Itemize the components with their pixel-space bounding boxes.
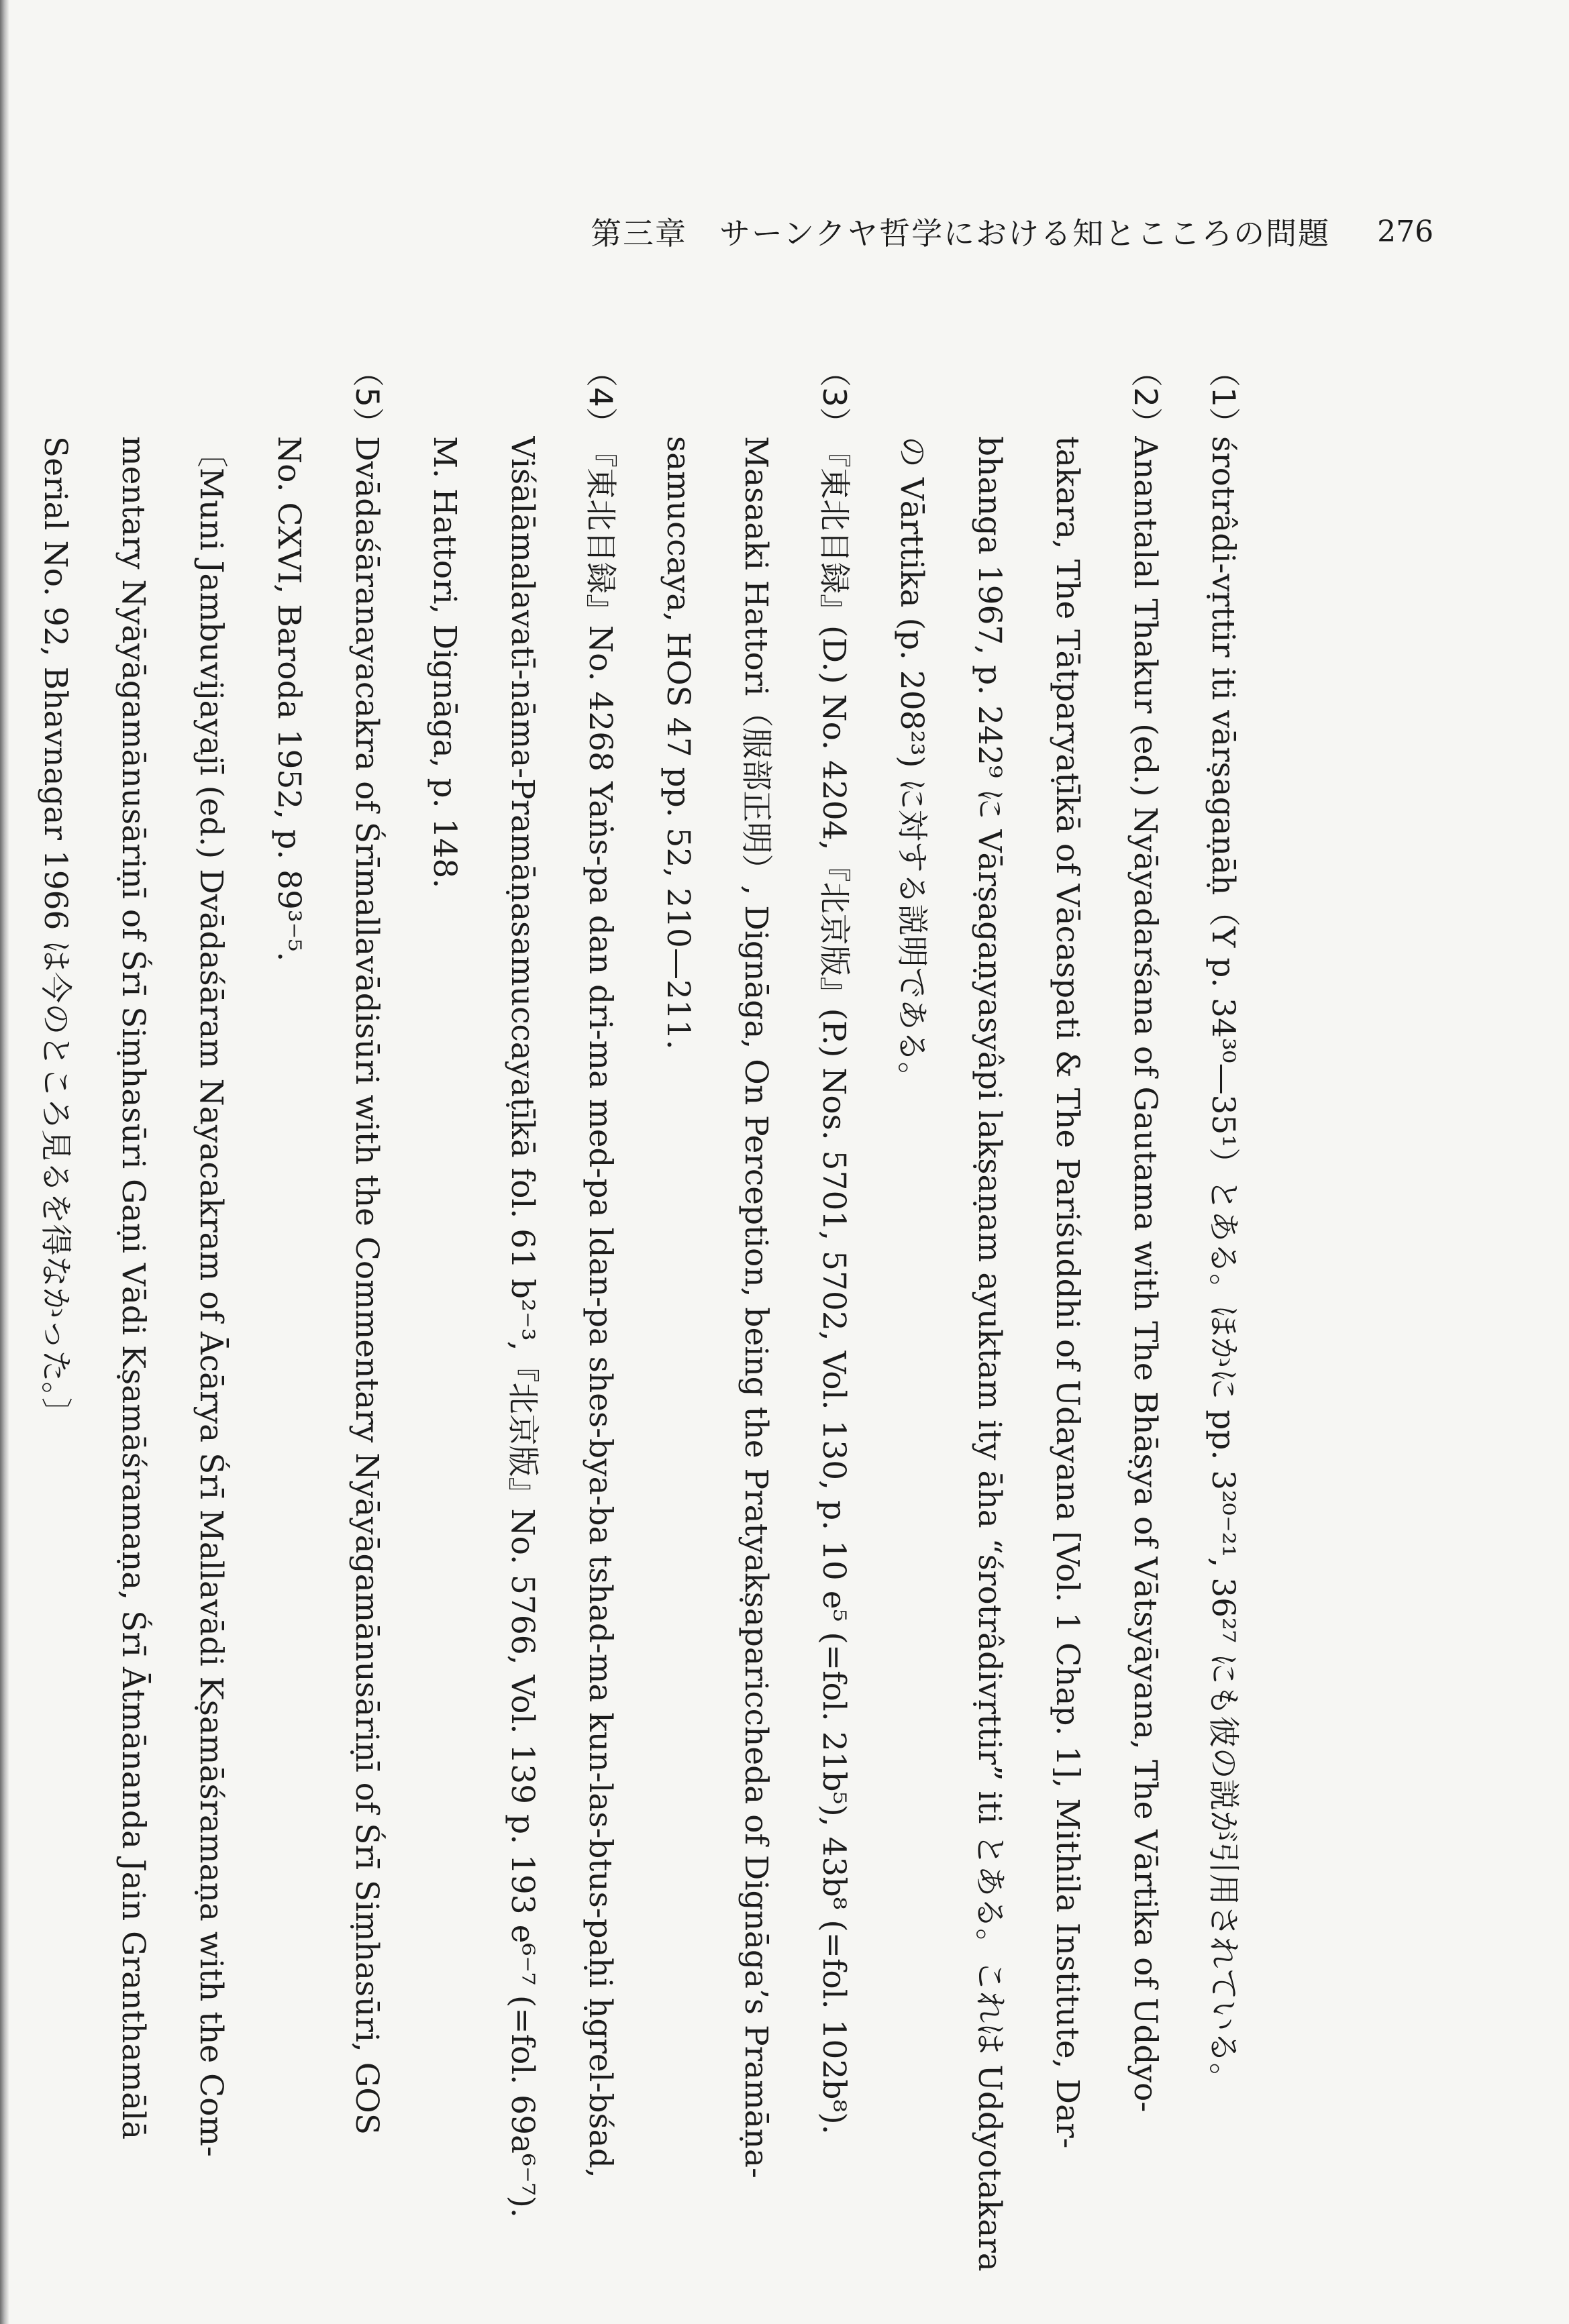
footnote-marker: （4）: [582, 356, 619, 439]
footnote-line: samuccaya, HOS 47 pp. 52, 210—211.: [660, 436, 697, 1050]
footnote-line: Dvādaśāranayacakra of Śrīmallavādisūri with the Commentary Nyāyāgamānusāriṇī of Śrī Siṃhasūri, GOS: [348, 436, 385, 2135]
footnote-body: [0, 436, 405, 2301]
footnote-line: bhanga 1967, p. 242⁹ に Vārṣagaṇyasyâpi lakṣaṇam ayuktam ity āha “śrotrâdivṛttir” iti とある。これは Uddyotakara: [971, 436, 1008, 2272]
footnote-line: mentary Nyāyāgamānusāriṇī of Śrī Siṃhasūri Gaṇi Vādi Kṣamāśramaṇa, Śrī Ātmānanda Jain Granthamālā: [115, 436, 152, 2140]
running-title: 第三章 サーンクヤ哲学における知とこころの問題: [591, 215, 1331, 252]
footnote-line: Masaaki Hattori（服部正明）, Dignāga, On Perception, being the Pratyakṣapariccheda of Dignāga’s Pramāṇa-: [738, 436, 774, 2178]
footnote: [0, 356, 405, 2301]
footnote-body: [639, 436, 872, 2301]
footnote-line: śrotrâdi-vṛttir iti vārṣagaṇāḥ（Y p. 34³⁰—35¹）とある。ほかに pp. 3²⁰⁻²¹, 36²⁷ にも彼の説が引用されている。: [1205, 436, 1242, 2095]
footnote-line: 〔Muni Jambuvijayajī (ed.) Dvādaśāram Nayacakram of Ācārya Śrī Mallavādi Kṣamāśramaṇa with the Com-: [193, 436, 230, 2157]
footnote-line: No. CXVI, Baroda 1952, p. 89³⁻⁵.: [270, 436, 307, 962]
footnote-line: Serial No. 92, Bhavnagar 1966 は今のところ見るを得なかった。〕: [37, 436, 74, 1429]
footnote-marker: （3）: [815, 356, 852, 439]
footnote-body: [405, 436, 639, 2301]
footnote: [639, 356, 872, 2301]
footnote: [872, 356, 1184, 2301]
footnote-line: [0, 436, 16, 2301]
footnote-marker: （5）: [348, 356, 385, 439]
footnote-marker: （2）: [1127, 356, 1164, 439]
footnote: [405, 356, 639, 2301]
footnotes-column: [37, 356, 1262, 2301]
footnote-body: [872, 436, 1184, 2301]
footnote-line: M. Hattori, Dignāga, p. 148.: [426, 436, 463, 889]
footnote-line: takara, The Tātparyaṭīkā of Vācaspati & The Pariśuddhi of Udayana [Vol. 1 Chap. 1], Mithila Institute, Dar-: [1049, 436, 1086, 2149]
footnote-line: Viśālāmalavatī-nāma-Pramāṇasamuccayaṭīkā fol. 61 b²⁻³,『北京版』No. 5766, Vol. 139 p. 193 e⁶⁻⁷ (=fol. 69a⁶⁻⁷).: [504, 436, 541, 2218]
footnote-line: 『東北目録』(D.) No. 4204,『北京版』(P.) Nos. 5701, 5702, Vol. 130, p. 10 e⁵ (=fol. 21b⁵), 43b⁸ (=fol. 102b⁸).: [815, 436, 852, 2135]
footnote-line: 『東北目録』No. 4268 Yaṅs-pa dan dri-ma med-pa ldan-pa shes-bya-ba tshad-ma kun-las-btus-paḥi ḥgrel-bśad,: [582, 436, 619, 2178]
page-number: 276: [1377, 214, 1434, 249]
footnote-marker: （1）: [1205, 356, 1242, 439]
footnote-line: の Vārttika (p. 208²³) に対する説明である。: [893, 436, 930, 1094]
footnote: [1184, 356, 1262, 2301]
page-header: [591, 201, 1434, 262]
footnote-line: Anantalal Thakur (ed.) Nyāyadarśana of Gautama with The Bhāṣya of Vātsyāyana, The Vārtika of Uddyo-: [1127, 436, 1164, 2113]
footnote-body: [1184, 436, 1262, 2301]
